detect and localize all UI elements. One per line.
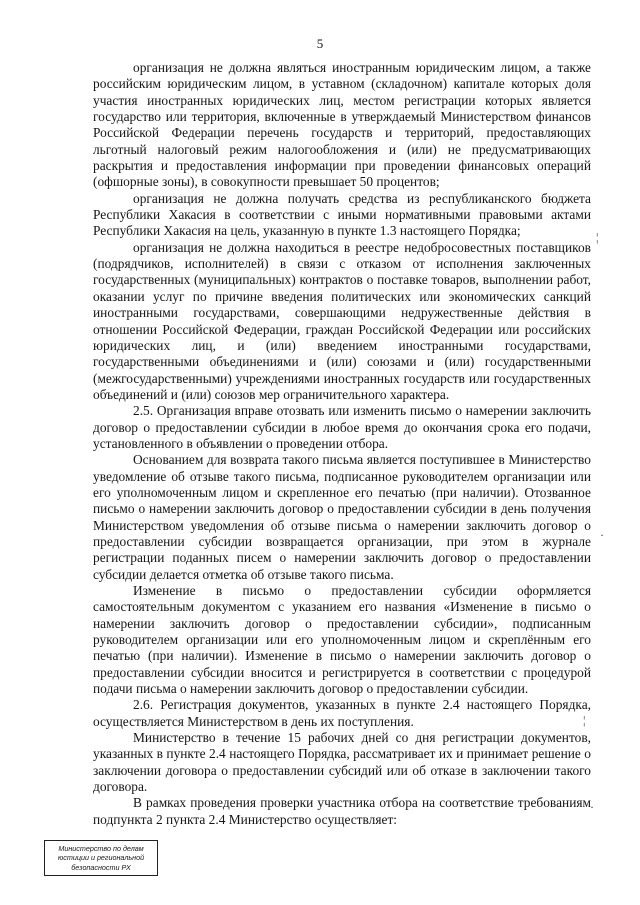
paragraph-verification: В рамках проведения проверки участника отбора на соответствие требованиям подпункта 2 пункта 2.4 Министерство осуществляет: — [93, 795, 591, 827]
document-body — [93, 60, 591, 828]
paragraph-2-5: 2.5. Организация вправе отозвать или изменить письмо о намерении заключить договор о предоставлении субсидии в любое время до окончания срока его подачи, установленного в объявлении о проведении отбора. — [93, 403, 591, 451]
paragraph-review-period: Министерство в течение 15 рабочих дней со дня регистрации документов, указанных в пункте 2.4 настоящего Порядка, рассматривает их и принимает решение о заключении договора о предоставлении субсидий или об отказе в заключении такого договора. — [93, 730, 591, 795]
paragraph-unfair-suppliers-registry: организация не должна находиться в реестре недобросовестных поставщиков (подрядчиков, исполнителей) в связи с отказом от исполнения заключенных государственных (муниципальных) контрактов о поставке товаров, выполнении работ, оказании услуг по причине введения политических или экономических санкций иностранными государствами, совершающими недружественные действия в отношении Российской Федерации, граждан Российской Федерации или российских юридических лиц, и (или) введением иностранными государствами, государственными объединениями и (или) союзами и (или) государственными (межгосударственными) учреждениями иностранных государств или государственных объединений и (или) союзов мер ограничительного характера. — [93, 239, 591, 402]
stamp-line: безопасности РХ — [71, 862, 131, 872]
paragraph-letter-changes: Изменение в письмо о предоставлении субсидии оформляется самостоятельным документом с указанием его названия «Изменение в письмо о намерении заключить договор о предоставлении субсидии», подписанным руководителем организации или его уполномоченным лицом и скреплённым его печатью (при наличии). Изменение в письмо о намерении заключить договор о предоставлении субсидии вносится и регистрируется в соответствии с процедурой подачи письма о намерении заключить договор о предоставлении субсидии. — [93, 583, 591, 697]
stamp-line: юстиции и региональной — [57, 853, 145, 863]
paragraph-withdrawal-grounds: Основанием для возврата такого письма является поступившее в Министерство уведомление об отзыве такого письма, подписанное руководителем организации или его уполномоченным лицом и скрепленное его печатью (при наличии). Отозванное письмо о намерении заключить договор о предоставлении субсидии в день получения Министерством уведомления об отзыве письма о намерении заключить договор о предоставлении субсидии возвращается организации, при этом в журнале регистрации поданных писем о намерении заключить договор о предоставлении субсидии делается отметка об отзыве такого письма. — [93, 452, 591, 582]
scan-mark: ¦ — [583, 713, 586, 727]
scan-mark: ¦ — [596, 230, 599, 244]
stamp-line: Министерство по делам — [58, 844, 144, 853]
scan-mark: · — [600, 528, 604, 542]
page-number: 5 — [316, 36, 324, 51]
ministry-stamp — [44, 840, 158, 876]
paragraph-2-6: 2.6. Регистрация документов, указанных в пункте 2.4 настоящего Порядка, осуществляется Министерством в день их поступления. — [93, 697, 591, 729]
paragraph-budget-funds-requirement: организация не должна получать средства из республиканского бюджета Республики Хакасия в соответствии с иными нормативными правовыми актами Республики Хакасия на цель, указанную в пункте 1.3 настоящего Порядка; — [93, 190, 591, 239]
paragraph-offshore-requirement: организация не должна являться иностранным юридическим лицом, а также российским юридическим лицом, в уставном (складочном) капитале которых доля участия иностранных юридических лиц, местом регистрации которых является государство или территория, включенные в утверждаемый Министерством финансов Российской Федерации перечень государств и территорий, предоставляющих льготный налоговый режим налогообложения и (или) не предусматривающих раскрытия и предоставления информации при проведении финансовых операций (офшорные зоны), в совокупности превышает 50 процентов; — [93, 60, 591, 190]
scan-mark: · — [590, 800, 594, 814]
